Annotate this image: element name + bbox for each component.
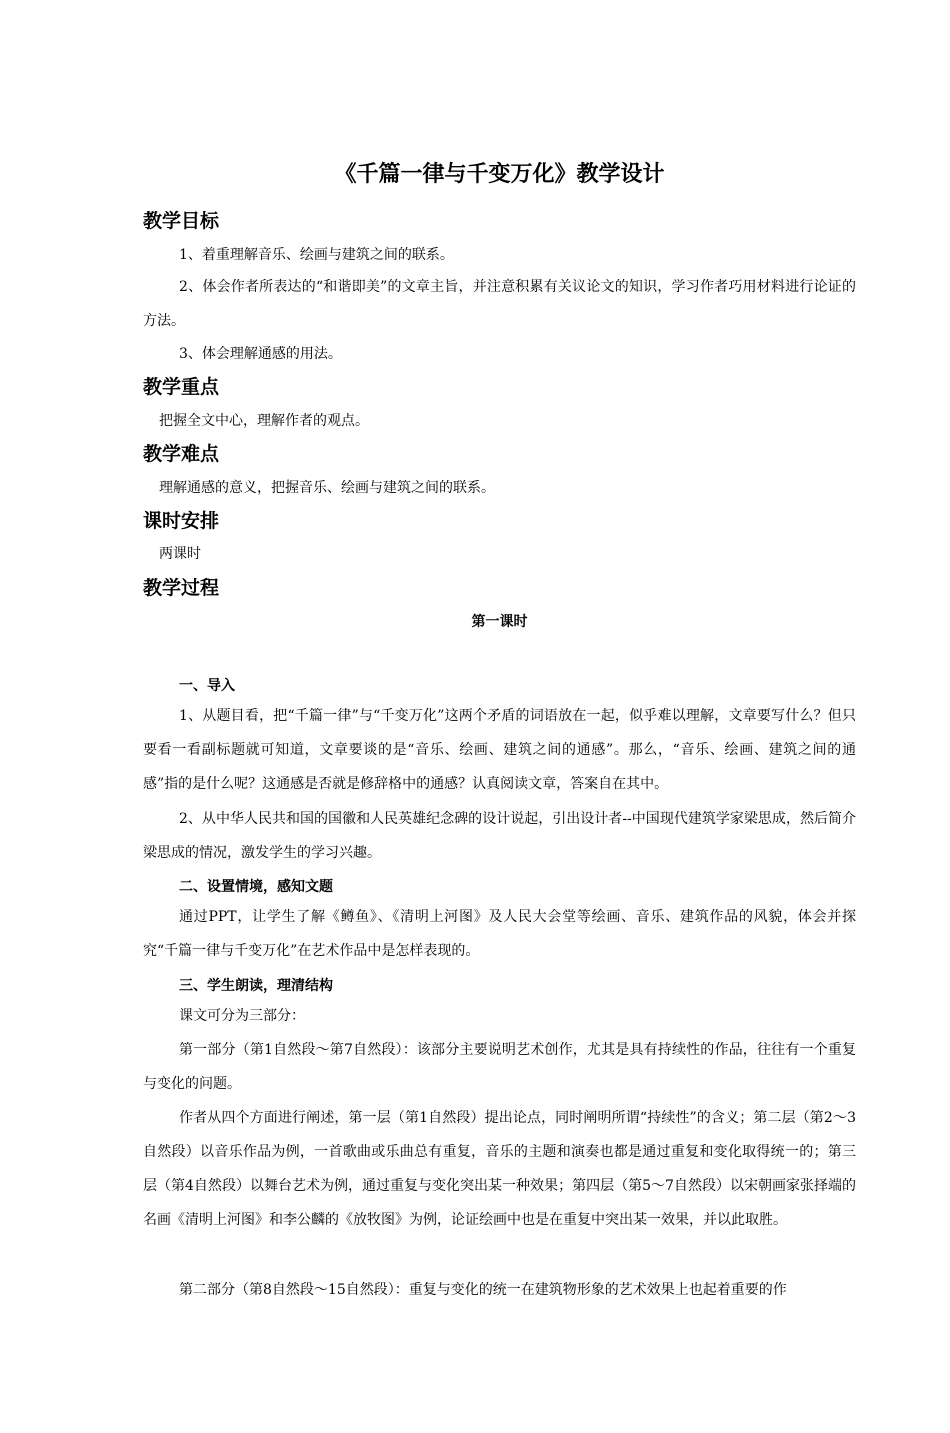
document-title: 《千篇一律与千变万化》教学设计	[334, 162, 665, 187]
key-points-heading: 教学重点	[143, 376, 220, 398]
objectives-heading: 教学目标	[143, 210, 220, 232]
objective-item: 3、体会理解通感的用法。	[179, 346, 342, 362]
objective-item: 1、着重理解音乐、绘画与建筑之间的联系。	[179, 247, 454, 263]
lesson-title: 第一课时	[471, 614, 528, 630]
section-title: 二、设置情境，感知文题	[179, 879, 333, 895]
section-paragraph: 课文可分为三部分：	[179, 1008, 305, 1024]
schedule-heading: 课时安排	[143, 510, 220, 532]
section-title: 三、学生朗读，理清结构	[179, 978, 333, 994]
difficulties-heading: 教学难点	[143, 443, 220, 465]
section-paragraph: 第二部分（第8自然段～15自然段）：重复与变化的统一在建筑物形象的艺术效果上也起着重要的作	[179, 1282, 787, 1298]
section-paragraph: 1、从题目看，把“千篇一律”与“千变万化”这两个矛盾的词语放在一起，似乎难以理解，文章要写什么？但只要看一看副标题就可知道，文章要谈的是“音乐、绘画、建筑之间的通感”。那么，“音乐、绘画、建筑之间的通感”指的是什么呢？这通感是否就是修辞格中的通感？认真阅读文章，答案自在其中。	[143, 708, 856, 792]
objective-item: 2、体会作者所表达的“和谐即美”的文章主旨，并注意积累有关议论文的知识，学习作者巧用材料进行论证的方法。	[143, 279, 856, 329]
section-paragraph: 通过PPT，让学生了解《鳟鱼》、《清明上河图》及人民大会堂等绘画、音乐、建筑作品的风貌，体会并探究“千篇一律与千变万化”在艺术作品中是怎样表现的。	[143, 909, 856, 959]
process-heading: 教学过程	[143, 577, 220, 599]
section-title: 一、导入	[179, 678, 235, 694]
section-paragraph: 作者从四个方面进行阐述，第一层（第1自然段）提出论点，同时阐明所谓“持续性”的含义；第二层（第2～3自然段）以音乐作品为例，一首歌曲或乐曲总有重复，音乐的主题和演奏也都是通过重复和变化取得统一的；第三层（第4自然段）以舞台艺术为例，通过重复与变化突出某一种效果；第四层（第5～7自然段）以宋朝画家张择端的名画《清明上河图》和李公麟的《放牧图》为例，论证绘画中也是在重复中突出某一效果，并以此取胜。	[143, 1110, 856, 1228]
section-paragraph: 第一部分（第1自然段～第7自然段）：该部分主要说明艺术创作，尤其是具有持续性的作品，往往有一个重复与变化的问题。	[143, 1042, 856, 1092]
section-paragraph: 2、从中华人民共和国的国徽和人民英雄纪念碑的设计说起，引出设计者--中国现代建筑学家梁思成，然后简介梁思成的情况，激发学生的学习兴趣。	[143, 811, 856, 861]
schedule-text: 两课时	[159, 546, 201, 562]
difficulties-text: 理解通感的意义，把握音乐、绘画与建筑之间的联系。	[159, 480, 495, 496]
key-points-text: 把握全文中心，理解作者的观点。	[159, 413, 369, 429]
